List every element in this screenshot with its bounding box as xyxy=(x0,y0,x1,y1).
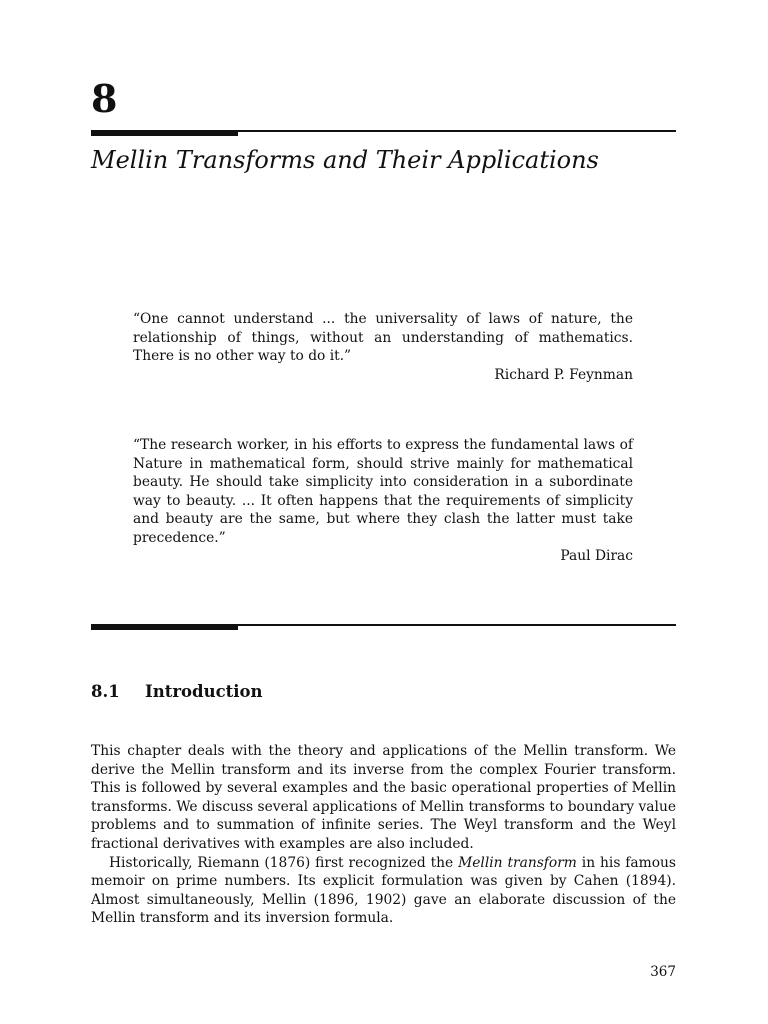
body-paragraph-2 xyxy=(91,854,676,928)
section-title: Introduction xyxy=(145,682,263,701)
chapter-number: 8 xyxy=(91,76,118,121)
epigraph-text: “One cannot understand ... the universality of laws of nature, the relationship of things, without an understanding of mathematics. There is no other way to do it.” xyxy=(133,311,633,364)
page-number: 367 xyxy=(650,964,676,980)
paragraph-2-before: Historically, Riemann (1876) first recognized the xyxy=(109,854,459,871)
chapter-rule-thick-top xyxy=(91,131,238,136)
epigraph-feynman xyxy=(133,310,633,384)
body-paragraph-1: This chapter deals with the theory and applications of the Mellin transform. We derive the Mellin transform and its inverse from the complex Fourier transform. This is followed by several examples and the basic operational properties of Mellin transforms. We discuss several applications of Mellin transforms to boundary value problems and to summation of infinite series. The Weyl transform and the Weyl fractional derivatives with examples are also included. xyxy=(91,743,676,852)
epigraph-author: Paul Dirac xyxy=(560,548,633,564)
paragraph-2-after: in his famous memoir on prime numbers. Its explicit formulation was given by Cahen (1894). Almost simultaneously, Mellin (1896, 1902) gave an elaborate discussion of the Mellin transform and its inversion formula. xyxy=(91,854,676,927)
chapter-title: Mellin Transforms and Their Applications xyxy=(91,146,599,174)
paragraph-2-emphasis: Mellin transform xyxy=(458,854,577,871)
section-rule-thick xyxy=(91,625,238,630)
epigraph-dirac xyxy=(133,436,633,566)
section-number: 8.1 xyxy=(91,682,120,701)
epigraph-text: “The research worker, in his efforts to express the fundamental laws of Nature in mathematical form, should strive mainly for mathematical beauty. He should take simplicity into consideration in a subordinate way to beauty. ... It often happens that the requirements of simplicity and beauty are the same, but where they clash the latter must take precedence.” xyxy=(133,437,633,546)
body-text xyxy=(91,742,676,928)
epigraph-author: Richard P. Feynman xyxy=(494,366,633,383)
section-heading xyxy=(91,682,263,702)
